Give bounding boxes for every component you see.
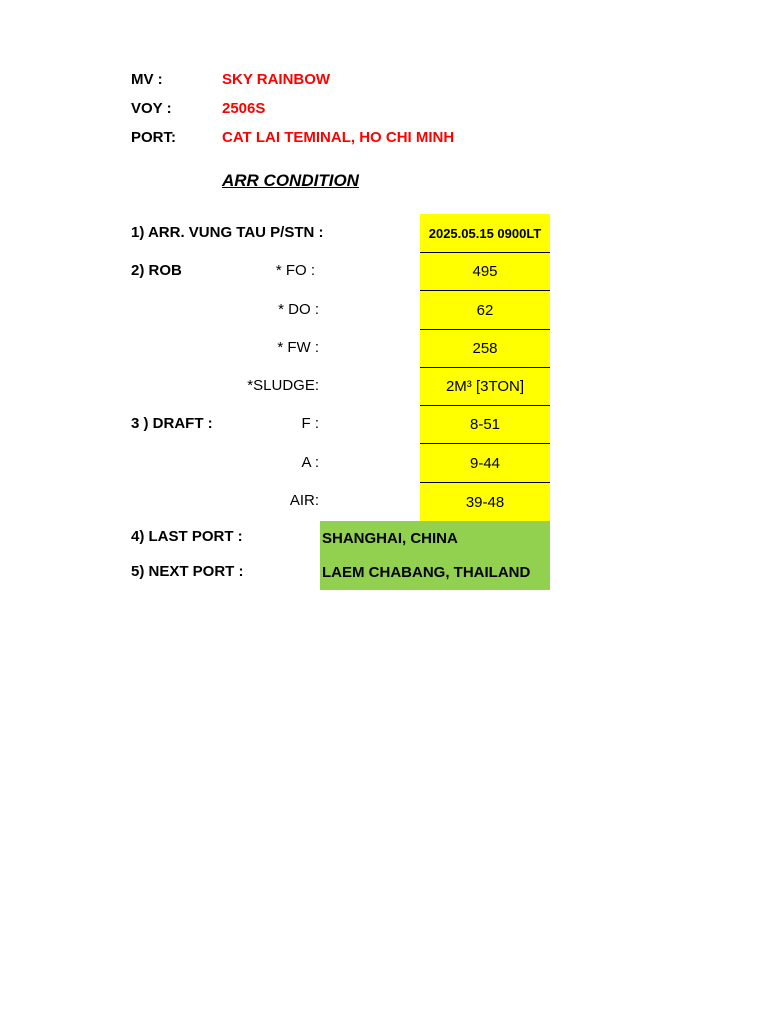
arrival-label: 1) ARR. VUNG TAU P/STN :: [131, 224, 324, 241]
rob-label: 2) ROB: [131, 262, 182, 279]
fw-label: * FW :: [277, 339, 319, 356]
port-value: CAT LAI TEMINAL, HO CHI MINH: [222, 129, 455, 146]
voy-value: 2506S: [222, 100, 266, 117]
arrival-value-text: 2025.05.15 0900LT: [428, 225, 542, 241]
draft-f-label: F :: [301, 415, 319, 432]
draft-air-label: AIR:: [289, 492, 319, 509]
voy-label: VOY :: [131, 100, 172, 117]
fw-value: [420, 330, 550, 368]
mv-value: SKY RAINBOW: [222, 71, 331, 88]
mv-label: MV :: [131, 71, 163, 88]
do-label: * DO :: [278, 301, 319, 318]
page-title: ARR CONDITION: [222, 171, 359, 190]
sludge-value: [420, 368, 550, 406]
draft-f-value: [420, 406, 550, 444]
fw-value-text: 258: [472, 340, 498, 357]
draft-a-label: A :: [301, 454, 319, 471]
draft-a-value: [420, 444, 550, 483]
fo-value: [420, 253, 550, 291]
fo-label: * FO :: [275, 262, 315, 279]
next-port-value: [320, 555, 550, 590]
draft-label: 3 ) DRAFT :: [131, 415, 213, 432]
port-label: PORT:: [131, 129, 176, 146]
next-port-label: 5) NEXT PORT :: [131, 563, 244, 580]
sludge-label: *SLUDGE:: [247, 377, 319, 394]
draft-air-value-text: 39-48: [465, 493, 505, 511]
do-value-text: 62: [476, 301, 494, 319]
draft-a-value-text: 9-44: [469, 454, 501, 472]
arrival-value: [420, 214, 550, 253]
sludge-value-text: 2M³ [3TON]: [445, 378, 525, 395]
draft-air-value: [420, 483, 550, 522]
fo-value-text: 495: [472, 263, 498, 280]
draft-f-value-text: 8-51: [469, 416, 501, 433]
last-port-value-text: SHANGHAI, CHINA: [322, 529, 458, 547]
next-port-value-text: LAEM CHABANG, THAILAND: [322, 564, 531, 581]
last-port-label: 4) LAST PORT :: [131, 528, 243, 545]
do-value: [420, 291, 550, 330]
last-port-value: [320, 521, 550, 555]
